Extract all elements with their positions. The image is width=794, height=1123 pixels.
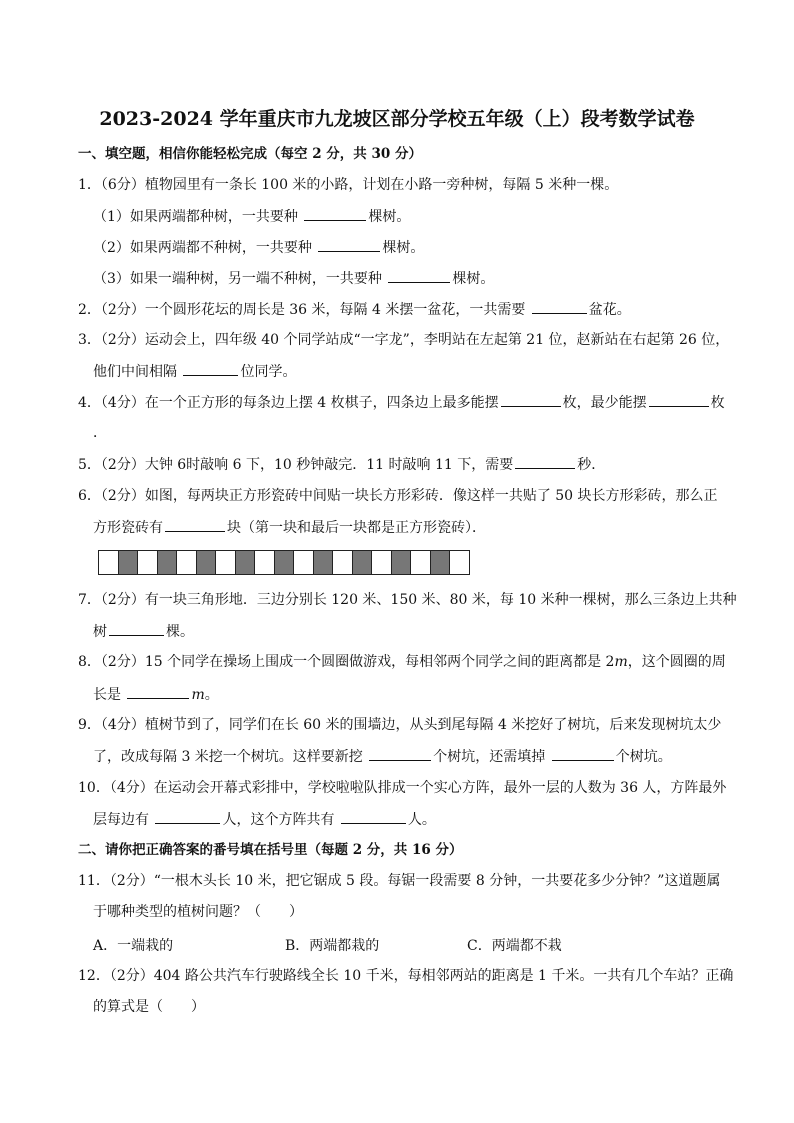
q9-middle: 个树坑，还需填掉 (433, 749, 550, 765)
rectangle-color-tile (157, 550, 178, 575)
question-11-line-1: 11．（2分）“一根木头长 10 米，把它锯成 5 段。每锯一段需要 8 分钟，一共要花多少分钟？”这道题属 (78, 873, 721, 889)
question-1-stem: 1．（6分）植物园里有一条长 100 米的小路，计划在小路一旁种树，每隔 5 米种一棵。 (78, 177, 619, 193)
question-10-line-1: 10．（4分）在运动会开幕式彩排中，学校啦啦队排成一个实心方阵，最外一层的人数为 36 人，方阵最外 (78, 780, 727, 796)
question-9-line-1: 9．（4分）植树节到了，同学们在长 60 米的围墙边，从头到尾每隔 4 米挖好了树坑，后来发现树坑太少 (78, 717, 722, 733)
question-3-line-2 (93, 361, 296, 382)
question-12-line-2: 的算式是（ ） (93, 999, 205, 1015)
q10-middle: 人，这个方阵共有 (222, 812, 339, 828)
question-3-line-1: 3．（2分）运动会上，四年级 40 个同学站成“一字龙”，李明站在左起第 21 位，赵新站在右起第 26 位， (78, 332, 730, 348)
answer-blank[interactable] (552, 746, 614, 761)
option-a[interactable]: A．一端栽的 (93, 938, 174, 954)
q10-suffix: 人。 (407, 812, 436, 828)
q8-unit: m (614, 654, 628, 670)
answer-blank[interactable] (318, 237, 380, 252)
question-12-line-1: 12．（2分）404 路公共汽车行驶路线全长 10 千米，每相邻两站的距离是 1 千米。一共有几个车站？正确 (78, 968, 734, 984)
square-tile (332, 550, 353, 575)
question-4 (78, 392, 725, 413)
question-1-part-1 (93, 206, 410, 227)
q1-part1-text: （1）如果两端都种树，一共要种 (93, 209, 303, 225)
question-8-line-2 (93, 684, 219, 705)
section-2-heading: 二、请你把正确答案的番号填在括号里（每题 2 分，共 16 分） (78, 842, 463, 858)
q2-suffix: 盆花。 (588, 302, 631, 318)
q7-suffix: 棵。 (166, 624, 194, 640)
question-2 (78, 299, 631, 320)
q1-part3-text: （3）如果一端种树，另一端不种树，一共要种 (93, 271, 387, 287)
tile-strip-figure (98, 550, 488, 575)
question-9-line-2 (93, 746, 672, 767)
square-tile (293, 550, 314, 575)
question-7-line-2 (93, 621, 194, 642)
q9-text: 了，改成每隔 3 米挖一个树坑。这样要新挖 (93, 749, 368, 765)
section-1-heading: 一、填空题，相信你能轻松完成（每空 2 分，共 30 分） (78, 146, 422, 162)
rectangle-color-tile (391, 550, 412, 575)
square-tile (410, 550, 431, 575)
q1-part2-suffix: 棵树。 (382, 240, 425, 256)
q1-part1-suffix: 棵树。 (368, 209, 411, 225)
question-5 (78, 454, 605, 475)
q8-text-end: ，这个圆圈的周 (627, 654, 726, 670)
question-1-part-2 (93, 237, 424, 258)
question-8-line-1 (78, 652, 726, 672)
q3-suffix: 位同学。 (240, 364, 297, 380)
question-6-line-1: 6．（2分）如图，每两块正方形瓷砖中间贴一块长方形彩砖．像这样一共贴了 50 块长方形彩砖，那么正 (78, 488, 718, 504)
answer-blank[interactable] (183, 361, 238, 376)
q9-suffix: 个树坑。 (615, 749, 672, 765)
q2-text: 2．（2分）一个圆形花坛的周长是 36 米，每隔 4 米摆一盆花，一共需要 (78, 302, 530, 318)
exam-title: 2023-2024 学年重庆市九龙坡区部分学校五年级（上）段考数学试卷 (99, 108, 695, 130)
question-4-period: ． (93, 425, 107, 441)
answer-blank[interactable] (165, 517, 225, 532)
rectangle-color-tile (118, 550, 139, 575)
q4-text: 4．（4分）在一个正方形的每条边上摆 4 枚棋子，四条边上最多能摆 (78, 395, 499, 411)
q10-text: 层每边有 (93, 812, 154, 828)
square-tile (254, 550, 275, 575)
rectangle-color-tile (196, 550, 217, 575)
q4-middle: 枚，最少能摆 (562, 395, 647, 411)
question-11-line-2: 于哪种类型的植树问题？（ ） (93, 904, 303, 920)
square-tile (371, 550, 392, 575)
answer-blank[interactable] (109, 621, 164, 636)
square-tile (215, 550, 236, 575)
square-tile (176, 550, 197, 575)
question-7-line-1: 7．（2分）有一块三角形地．三边分别长 120 米、150 米、80 米，每 10 米种一棵树，那么三条边上共种 (78, 592, 737, 608)
q8-line2-text: 长是 (93, 687, 126, 703)
q6-suffix: 块（第一块和最后一块都是正方形瓷砖）． (227, 520, 486, 536)
answer-blank[interactable] (649, 392, 709, 407)
option-b[interactable]: B．两端都栽的 (285, 938, 380, 954)
q8-line2-unit: m (191, 687, 205, 703)
q5-suffix: 秒． (577, 457, 606, 473)
rectangle-color-tile (352, 550, 373, 575)
square-tile (137, 550, 158, 575)
answer-blank[interactable] (369, 746, 431, 761)
square-tile (98, 550, 119, 575)
answer-blank[interactable] (341, 809, 406, 824)
answer-blank[interactable] (515, 454, 575, 469)
answer-blank[interactable] (127, 684, 189, 699)
answer-blank[interactable] (388, 268, 450, 283)
answer-blank[interactable] (532, 299, 587, 314)
q8-text: 8．（2分）15 个同学在操场上围成一个圆圈做游戏，每相邻两个同学之间的距离都是 2 (78, 654, 615, 670)
q1-part2-text: （2）如果两端都不种树，一共要种 (93, 240, 317, 256)
q7-text: 树 (93, 624, 107, 640)
question-10-line-2 (93, 809, 436, 830)
q6-text: 方形瓷砖有 (93, 520, 163, 536)
question-1-part-3 (93, 268, 494, 289)
q1-part3-suffix: 棵树。 (452, 271, 495, 287)
square-tile (449, 550, 470, 575)
rectangle-color-tile (430, 550, 451, 575)
q3-text: 他们中间相隔 (93, 364, 182, 380)
q5-text: 5．（2分）大钟 6时敲响 6 下，10 秒钟敲完．11 时敲响 11 下，需要 (78, 457, 514, 473)
rectangle-color-tile (235, 550, 256, 575)
answer-blank[interactable] (304, 206, 366, 221)
option-c[interactable]: C．两端都不栽 (467, 938, 562, 954)
q4-suffix: 枚 (710, 395, 725, 411)
question-6-line-2 (93, 517, 486, 538)
answer-blank[interactable] (501, 392, 561, 407)
q8-line2-end: 。 (204, 687, 219, 703)
rectangle-color-tile (274, 550, 295, 575)
rectangle-color-tile (313, 550, 334, 575)
answer-blank[interactable] (155, 809, 220, 824)
